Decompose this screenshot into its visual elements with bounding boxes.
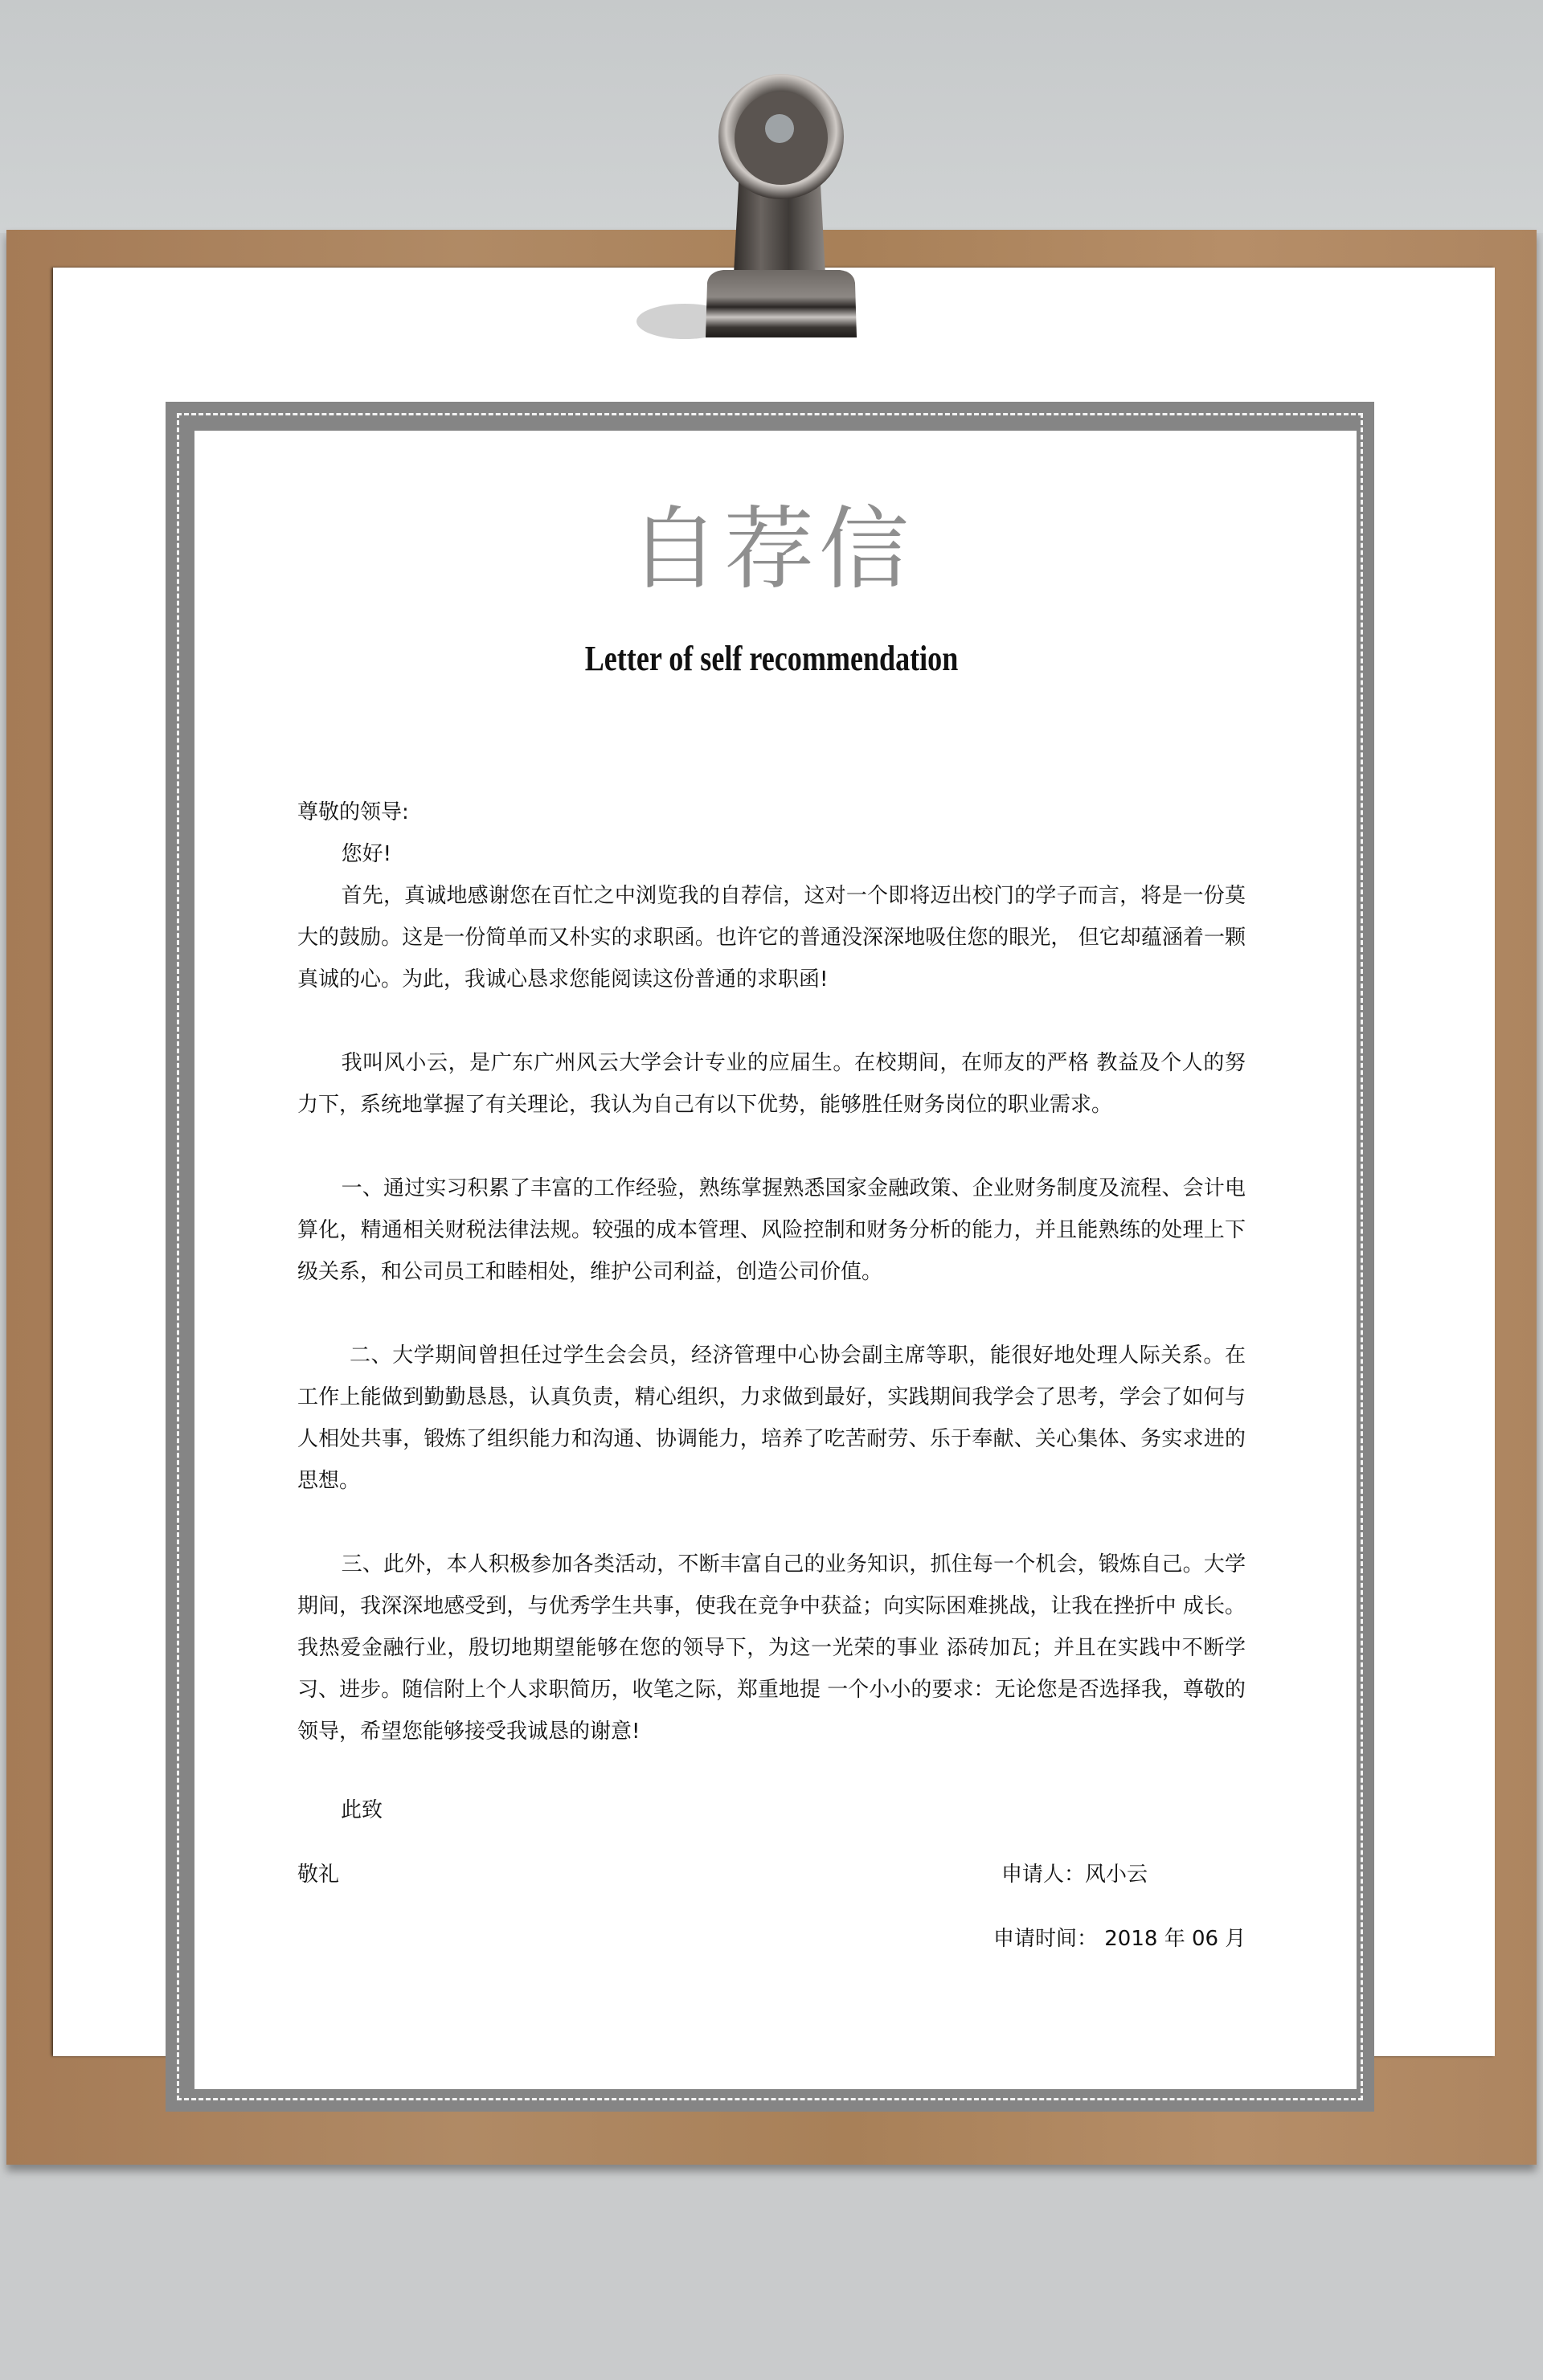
- closing-cizhi: 此致: [341, 1798, 383, 1822]
- clip-jaw: [706, 270, 857, 337]
- binder-clip-icon: [611, 48, 948, 354]
- greeting: 您好!: [341, 842, 392, 866]
- closing-jingli: 敬礼: [297, 1863, 340, 1887]
- paragraph-self-introduction: 我叫风小云，是广东广州风云大学会计专业的应届生。在校期间，在师友的严格 教益及个人的努力下，系统地掌握了有关理论，我认为自己有以下优势，能够胜任财务岗位的职业需求。: [297, 1051, 1246, 1117]
- application-date: 申请时间： 2018 年 06 月: [993, 1927, 1246, 1951]
- paragraph-point-two: 二、大学期间曾担任过学生会会员，经济管理中心协会副主席等职，能很好地处理人际关系。在工作上能做到勤勤恳恳，认真负责，精心组织，力求做到最好，实践期间我学会了思考，学会了如何与人相处共事，锻炼了组织能力和沟通、协调能力，培养了吃苦耐劳、乐于奉献、关心集体、务实求进的思想。: [297, 1343, 1246, 1493]
- document-title-chinese: 自荐信: [629, 497, 914, 602]
- paragraph-point-one: 一、通过实习积累了丰富的工作经验，熟练掌握熟悉国家金融政策、企业财务制度及流程、会计电算化，精通相关财税法律法规。较强的成本管理、风险控制和财务分析的能力，并且能熟练的处理上下级关系，和公司员工和睦相处，维护公司利益，创造公司价值。: [297, 1176, 1246, 1284]
- paragraph-intro: 首先，真诚地感谢您在百忙之中浏览我的自荐信，这对一个即将迈出校门的学子而言，将是一份莫大的鼓励。这是一份简单而又朴实的求职函。也许它的普通没深深地吸住您的眼光， 但它却蕴涵着一颗真诚的心。为此，我诚心恳求您能阅读这份普通的求职函!: [297, 884, 1246, 992]
- salutation: 尊敬的领导:: [297, 800, 409, 824]
- letter-body: [297, 791, 1246, 1752]
- paragraph-point-three: 三、此外，本人积极参加各类活动，不断丰富自己的业务知识，抓住每一个机会，锻炼自己。大学期间，我深深地感受到，与优秀学生共事，使我在竞争中获益；向实际困难挑战，让我在挫折中 成长。我热爱金融行业，殷切地期望能够在您的领导下，为这一光荣的事业 添砖加瓦；并且在实践中不断学习、进步。随信附上个人求职简历，收笔之际，郑重地提 一个小小的要求：无论您是否选择我，尊敬的领导，希望您能够接受我诚恳的谢意!: [297, 1552, 1246, 1744]
- document-title-english: Letter of self recommendation: [584, 639, 959, 678]
- applicant-name: 申请人：风小云: [1001, 1863, 1148, 1887]
